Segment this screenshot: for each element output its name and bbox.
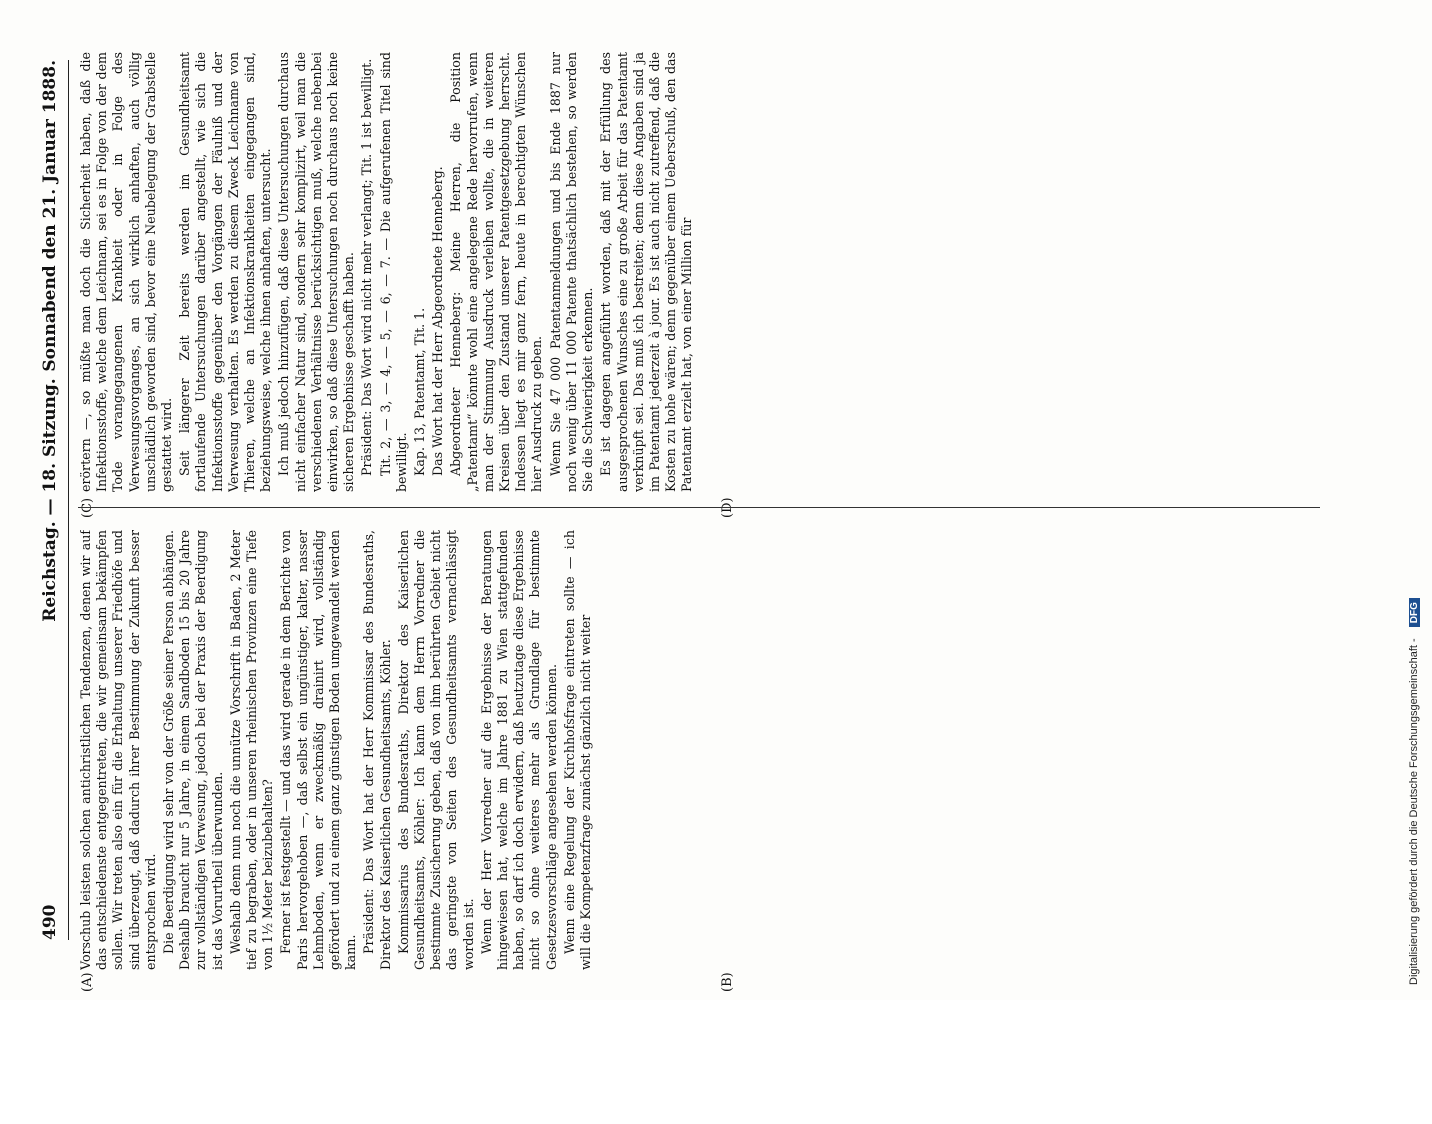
margin-mark-a: (A) <box>80 972 95 992</box>
paragraph: Wenn der Herr Vorredner auf die Ergebnisse der Beratungen hingewiesen hat, welche im Jahre 1881 zu Wien stattgefunden haben, so darf ich doch erwidern, daß heutzutage diese Ergebnisse nicht so ohne weiteres mehr als Grundlage für bestimmte Gesetzesvorschläge angesehen werden können. <box>478 530 559 970</box>
session-date: Sonnabend den 21. Januar 1888. <box>40 60 60 372</box>
paragraph: Kommissarius des Bundesraths, Direktor des Kaiserlichen Gesundheitsamts, Köhler: Ich kann dem Herrn Vorredner die bestimmte Zusicherung geben, daß von ihm berührten Gebiet nicht das geringste von Seiten des Gesundheitsamts vernachlässigt worden ist. <box>395 530 476 970</box>
page-number: 490 <box>40 904 60 940</box>
column-divider <box>78 507 1320 508</box>
margin-mark-d: (D) <box>720 497 735 518</box>
paragraph: Präsident: Das Wort wird nicht mehr verlangt; Tit. 1 ist bewilligt. <box>359 58 375 476</box>
paragraph: Präsident: Das Wort hat der Herr Kommissar des Bundesraths, Direktor des Kaiserlichen Gesundheitsamts, Köhler. <box>361 530 393 970</box>
right-column <box>78 52 1320 492</box>
paragraph: Wenn Sie 47 000 Patentanmeldungen und bis Ende 1887 nur noch wenig über 11 000 Patente thatsächlich bestehen, so werden Sie die Schwierigkeit erkennen. <box>547 52 596 492</box>
paragraph: Tit. 2, — 3, — 4, — 5, — 6, — 7. — Die aufgerufenen Titel sind bewilligt. <box>377 52 409 492</box>
paragraph: Die Beerdigung wird sehr von der Größe seiner Person abhängen. Deshalb braucht nur 5 Jahre, in einem Sandboden 15 bis 20 Jahre zur vollständigen Verwesung, jedoch bei der Praxis der Beerdigung ist das Vorurtheil überwunden. <box>161 530 225 970</box>
page-header <box>40 60 66 940</box>
page-content <box>20 30 1340 992</box>
dfg-note-text: Digitalisierung gefördert durch die Deutsche Forschungsgemeinschaft - <box>1408 638 1420 985</box>
paragraph: Weshalb denn nun noch die unnütze Vorschrift in Baden, 2 Meter tief zu begraben, oder in unseren rheinischen Provinzen eine Tiefe von 1½ Meter beizubehalten? <box>227 530 276 970</box>
paragraph: erörtern —, so müßte man doch die Sicherheit haben, daß die Infektionsstoffe, welche dem Leichnam, sei es in Folge von der dem Tode vorangegangenen Krankheit oder in Folge des Verwesungsvorganges, an sich wirklich anhaften, auch völlig unschädlich geworden sind, bevor eine Neubelegung der Grabstelle gestattet wird. <box>78 52 175 492</box>
left-column <box>78 530 1320 970</box>
dfg-side-note <box>1408 15 1420 985</box>
paragraph: Es ist dagegen angeführt worden, daß mit der Erfüllung des ausgesprochenen Wunsches eine zu große Arbeit für das Patentamt verknüpft sei. Das muß ich bestreiten; denn diese Angaben sind ja im Patentamt jederzeit à jour. Es ist auch nicht zutreffend, daß die Kosten zu hohe wären; denn gegenüber einem Ueberschuß, den das Patentamt erzielt hat, von einer Million für <box>598 52 695 492</box>
dfg-logo: DFG <box>1409 598 1420 627</box>
paragraph: Das Wort hat der Herr Abgeordnete Henneberg. <box>430 166 446 476</box>
header-rule <box>68 60 69 940</box>
paragraph: Wenn eine Regelung der Kirchhofsfrage eintreten sollte — ich will die Kompetenzfrage zunächst gänzlich nicht weiter <box>561 530 594 970</box>
paragraph: Kap. 13, Patentamt, Tit. 1. <box>412 307 428 476</box>
paragraph: Abgeordneter Henneberg: Meine Herren, die Position „Patentamt“ könnte wohl eine angelegene Rede hervorrufen, wenn man der Stimmung Ausdruck verleihen wollte, die in weiteren Kreisen über den Zustand unserer Patentgesetzgebung herrscht. Indessen liegt es mir ganz fern, heute in berechtigten Wünschen hier Ausdruck zu geben. <box>448 52 545 492</box>
paragraph: Vorschub leisten solchen antichristlichen Tendenzen, denen wir auf das entschiedenste entgegentreten, die wir gemeinsam bekämpfen sollen. Wir treten also ein für die Erhaltung unserer Friedhöfe und sind überzeugt, daß dadurch ihrer Bestimmung der Zukunft besser entsprochen wird. <box>78 530 158 970</box>
margin-mark-b: (B) <box>720 972 735 992</box>
running-title: Reichstag. — 18. Sitzung. <box>40 378 60 622</box>
paragraph: Ich muß jedoch hinzufügen, daß diese Untersuchungen durchaus nicht einfacher Natur sind, sondern sehr komplizirt, weil man die verschiedenen Verhältnisse berücksichtigen muß, welche nebenbei einwirken, so daß diese Untersuchungen noch durchaus noch keine sicheren Ergebnisse geschafft haben. <box>276 52 357 492</box>
margin-mark-c: (C) <box>80 497 95 518</box>
paragraph: Ferner ist festgestellt — und das wird gerade in dem Berichte von Paris hervorgehoben —, daß selbst ein ungünstiger, kalter, nasser Lehmboden, wenn er zweckmäßig drainirt wird, vollständig gefördert und zu einem ganz günstigen Boden umgewandelt werden kann. <box>278 530 359 970</box>
paragraph: Seit längerer Zeit bereits werden im Gesundheitsamt fortlaufende Untersuchungen darüber angestellt, wie sich die Infektionsstoffe gegenüber den Vorgängen der Fäulniß und der Verwesung verhalten. Es werden zu diesem Zweck Leichname von Thieren, welche an Infektionskrankheiten eingegangen sind, beziehungsweise, welche ihnen anhaften, untersucht. <box>177 52 274 492</box>
